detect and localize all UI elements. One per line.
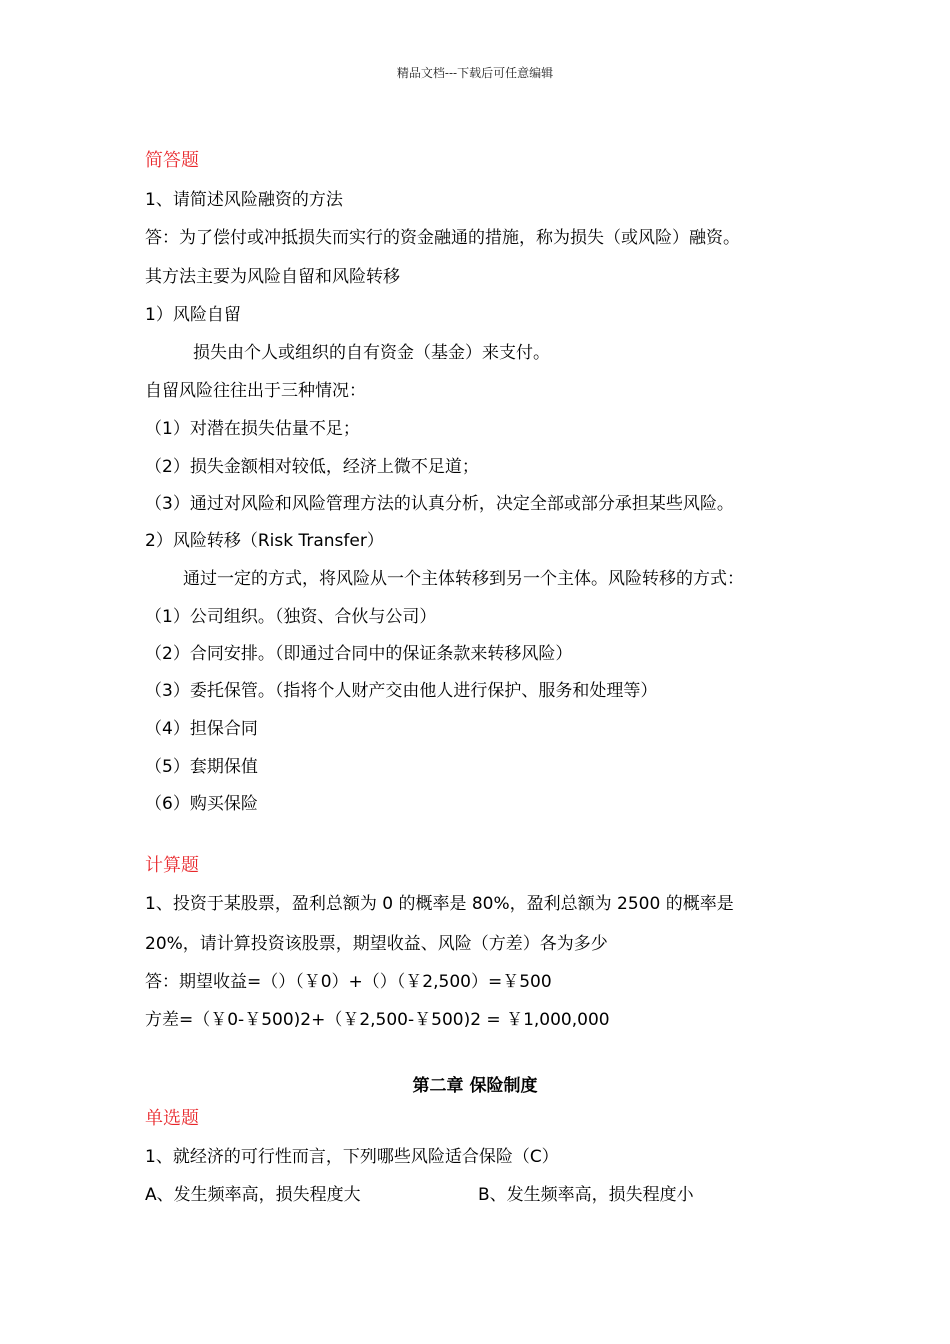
list-item: （6）购买保险 [145,794,258,814]
list-item: （4）担保合同 [145,719,258,739]
option-a: A、发生频率高，损失程度大 [145,1185,361,1205]
list-item: （1）公司组织。（独资、合伙与公司） [145,607,437,627]
calc-question-line-1: 1、投资于某股票，盈利总额为 0 的概率是 80%，盈利总额为 2500 的概率是 [145,894,734,914]
list-item: （1）对潜在损失估量不足； [145,419,360,439]
list-item: （2）损失金额相对较低，经济上微不足道； [145,457,479,477]
calc-answer-line-1: 答：期望收益=（）（￥0）+（）（￥2,500）=￥500 [145,972,552,992]
section-title-single-choice: 单选题 [145,1108,199,1129]
choice-question-1: 1、就经济的可行性而言，下列哪些风险适合保险（C） [145,1147,559,1167]
options-row [145,1184,845,1206]
chapter-heading: 第二章 保险制度 [412,1076,538,1096]
section-title-calculation: 计算题 [145,855,199,876]
section-title-short-answer: 简答题 [145,150,199,171]
point-2-title: 2）风险转移（Risk Transfer） [145,531,384,551]
list-item: （2）合同安排。（即通过合同中的保证条款来转移风险） [145,644,573,664]
point-1-desc: 损失由个人或组织的自有资金（基金）来支付。 [193,343,550,363]
point-2-desc: 通过一定的方式，将风险从一个主体转移到另一个主体。风险转移的方式： [183,569,744,589]
answer-line-1: 答：为了偿付或冲抵损失而实行的资金融通的措施，称为损失（或风险）融资。 [145,228,740,248]
calc-question-line-2: 20%，请计算投资该股票，期望收益、风险（方差）各为多少 [145,934,608,954]
list-item: （5）套期保值 [145,757,258,777]
option-b: B、发生频率高，损失程度小 [478,1185,694,1205]
list-item: （3）通过对风险和风险管理方法的认真分析，决定全部或部分承担某些风险。 [145,494,734,514]
calc-answer-line-2: 方差=（￥0-￥500)2+（￥2,500-￥500)2 = ￥1,000,000 [145,1010,610,1030]
point-1-title: 1）风险自留 [145,305,241,325]
point-1-intro: 自留风险往往出于三种情况： [145,381,366,401]
page-header: 精品文档---下载后可任意编辑 [396,66,554,80]
list-item: （3）委托保管。（指将个人财产交由他人进行保护、服务和处理等） [145,681,658,701]
question-1: 1、请简述风险融资的方法 [145,190,343,210]
answer-line-2: 其方法主要为风险自留和风险转移 [145,267,400,287]
